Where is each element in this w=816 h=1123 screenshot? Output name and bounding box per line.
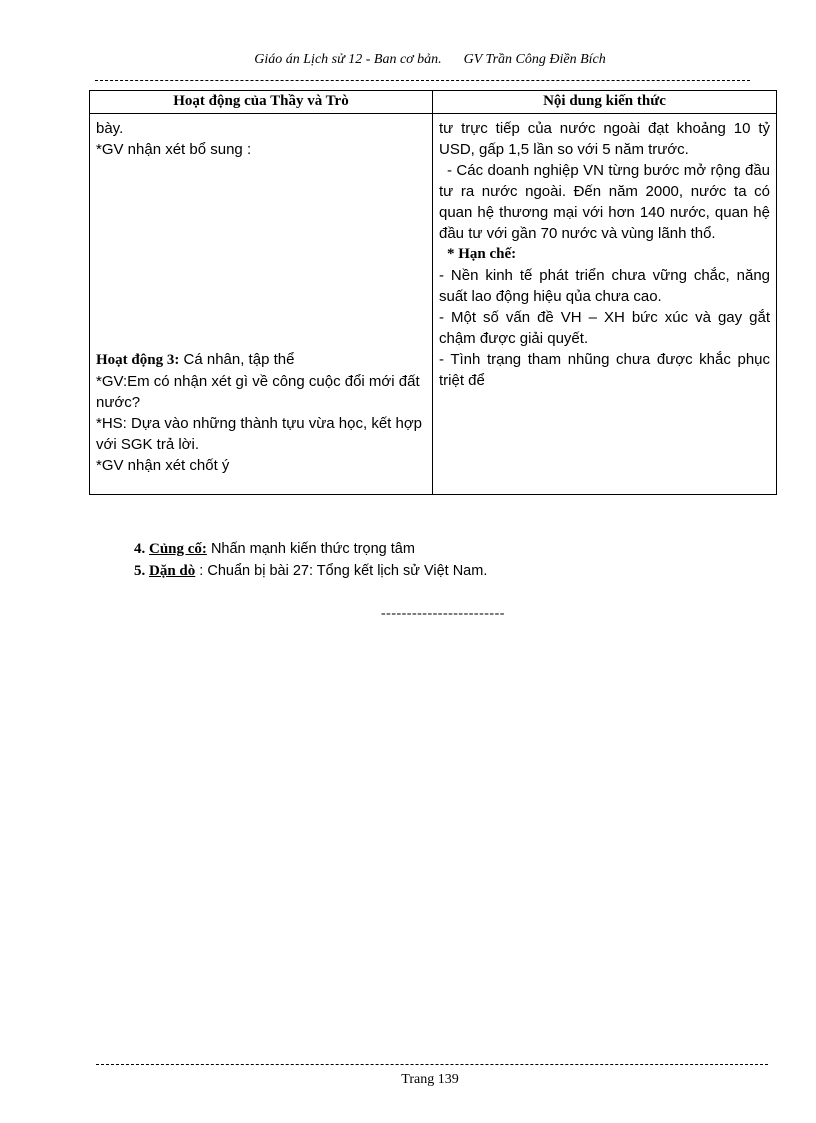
column-header-activities: Hoạt động của Thầy và Trò: [90, 91, 433, 114]
page-header: [90, 52, 770, 68]
step-homework: 5. Dặn dò : Chuẩn bị bài 27: Tổng kết lịch sử Việt Nam.: [134, 563, 488, 579]
activity-3-heading: [96, 349, 426, 371]
content-paragraph: tư trực tiếp của nước ngoài đạt khoảng 10 tỷ USD, gấp 1,5 lần so với 5 năm trước.: [439, 120, 770, 158]
header-author: GV Trần Công Điền Bích: [463, 52, 606, 67]
activity-line: bày.: [96, 120, 124, 137]
limitations-heading: * Hạn chế:: [447, 246, 517, 262]
header-divider: [95, 80, 750, 81]
content-cell: [433, 114, 777, 495]
activity-line: *GV:Em có nhận xét gì về công cuộc đổi mới đất nước?: [96, 373, 420, 411]
lesson-table: [89, 90, 777, 495]
header-title: Giáo án Lịch sử 12 - Ban cơ bản.: [254, 52, 442, 67]
activity-line: *GV nhận xét chốt ý: [96, 457, 230, 474]
page-number: Trang 139: [401, 1072, 459, 1087]
activities-cell: [90, 114, 433, 495]
activity-3-mode: Cá nhân, tập thể: [179, 351, 295, 368]
end-separator: ------------------------: [381, 606, 505, 621]
column-header-content: Nội dung kiến thức: [433, 91, 777, 114]
activity-line: *GV nhận xét bổ sung :: [96, 141, 252, 158]
activity-line: *HS: Dựa vào những thành tựu vừa học, kết hợp với SGK trả lời.: [96, 415, 423, 453]
footer-divider: [96, 1064, 768, 1065]
limitation-item: - Một số vấn đề VH – XH bức xúc và gay gắt chậm được giải quyết.: [439, 309, 770, 347]
step-homework-label: Dặn dò: [149, 563, 196, 579]
closing-steps: [134, 538, 487, 582]
activity-3-label: Hoạt động 3:: [96, 352, 180, 368]
step-consolidation: 4. Củng cố: Nhấn mạnh kiến thức trọng tâm: [134, 541, 415, 557]
content-paragraph: - Các doanh nghiệp VN từng bước mở rộng đầu tư ra nước ngoài. Đến năm 2000, nước ta có quan hệ thương mại với hơn 140 nước, quan hệ đầu tư với gần 70 nước và vùng lãnh thổ.: [439, 162, 770, 242]
step-consolidation-label: Củng cố:: [149, 541, 207, 557]
limitation-item: - Tình trạng tham nhũng chưa được khắc phục triệt để: [439, 351, 770, 389]
limitation-item: - Nền kinh tế phát triển chưa vững chắc, năng suất lao động hiệu qủa chưa cao.: [439, 267, 770, 305]
